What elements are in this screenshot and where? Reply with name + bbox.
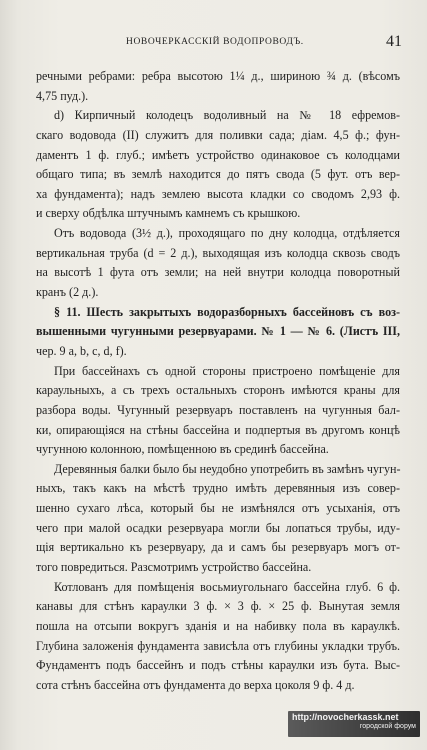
text-line: и сверху обдѣлка штучнымъ камнемъ съ крышкою. — [36, 206, 301, 221]
text-line: канавы для стѣнъ караулки 3 ф. × 3 ф. × 25 ф. Вынутая земля — [36, 599, 400, 614]
text-line: Отъ водовода (3½ д.), проходящаго по дну колодца, отдѣляется — [54, 226, 400, 241]
text-line: того повредиться. Разсмотримъ устройство бассейна. — [36, 560, 312, 575]
section-heading-line: § 11. Шесть закрытыхъ водоразборныхъ бассейновъ съ воз- — [54, 304, 400, 319]
running-title: НОВОЧЕРКАССКІЙ ВОДОПРОВОДЪ. — [126, 37, 304, 47]
text-line: кранъ (2 д.). — [36, 285, 99, 300]
text-line: ки, опирающіяся на стѣны бассейна и подпертыя въ другомъ концѣ — [36, 422, 400, 437]
text-line: 4,75 пуд.). — [36, 88, 89, 103]
text-line: общаго типа; въ землѣ находится до пятъ свода (5 фут. отъ вер- — [36, 167, 400, 182]
text-line: Котлованъ для помѣщенія восьмиугольнаго бассейна глуб. 6 ф. — [54, 579, 400, 594]
text-line: караульныхъ, а съ трехъ остальныхъ сторонъ имѣются краны для — [36, 383, 400, 398]
text-line: скаго водовода (II) служитъ для поливки сада; діам. 4,5 ф.; фун- — [36, 127, 400, 142]
text-line: Фундаментъ подъ бассейнъ и подъ стѣны караулки изъ бута. Выс- — [36, 658, 400, 673]
body-text — [36, 67, 400, 696]
watermark-url[interactable]: http://novocherkassk.net — [292, 712, 399, 722]
text-line: речными ребрами: ребра высотою 1¼ д., шириною ¾ д. (вѣсомъ — [36, 69, 400, 83]
text-line: сота стѣнъ бассейна отъ фундамента до верха цоколя 9 ф. 4 д. — [36, 677, 355, 692]
text-line: чего при малой осадки резервуара могли бы лопаться трубы, иду- — [36, 520, 400, 535]
text-line: Глубина заложенія фундамента зависѣла отъ глубины укладки трубъ. — [36, 638, 400, 653]
text-line: При бассейнахъ съ одной стороны пристроено помѣщеніе для — [54, 363, 400, 378]
page-number: 41 — [386, 33, 402, 50]
site-watermark[interactable] — [288, 711, 420, 737]
text-line: чугунною колонною, помѣщенною въ срединѣ бассейна. — [36, 442, 329, 457]
text-line: пошла на отсыпи вокругъ зданія и на набивку пола въ караулкѣ. — [36, 618, 400, 633]
text-line: щія вертикально къ резервуару, да и самъ бы резервуаръ могъ от- — [36, 540, 400, 555]
text-line: разбора воды. Чугунный резервуаръ поставленъ на чугунныя бал- — [36, 402, 400, 417]
text-line: на высотѣ 1 фута отъ земли; на ней внутри колодца поворотный — [36, 265, 400, 280]
text-line: вертикальная труба (d = 2 д.), выходящая изъ колодца сквозь сводъ — [36, 245, 400, 260]
text-line: ныхъ, такъ какъ на мѣстѣ трудно имѣть деревянныя изъ совер- — [36, 481, 400, 496]
text-line: даментъ 1 ф. глуб.; имѣетъ устройство одинаковое съ колодцами — [36, 147, 400, 162]
page-header — [34, 34, 402, 54]
section-heading-line: чер. 9 a, b, c, d, f). — [36, 343, 127, 358]
section-heading-line: вышенными чугунными резервуарами. № 1 — № 6. (Листъ III, — [36, 324, 400, 339]
watermark-forum-label: городской форум — [359, 723, 416, 731]
text-line: ха фундамента); надъ землею высота кладки со сводомъ 2,93 ф. — [36, 186, 400, 201]
text-line: Деревянныя балки было бы неудобно употребить въ замѣнъ чугун- — [54, 461, 401, 476]
text-line: d) Кирпичный колодецъ водоливный на № 18 ефремов- — [54, 108, 400, 123]
text-line: шенно сухаго лѣса, который бы не измѣнялся отъ усыханія, отъ — [36, 501, 400, 516]
